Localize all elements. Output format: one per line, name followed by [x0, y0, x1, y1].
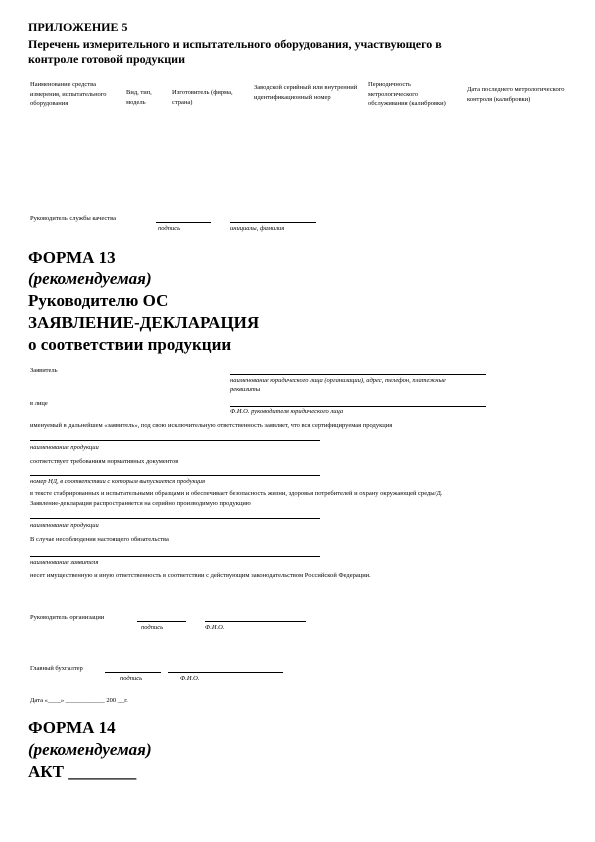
org-head-name-caption: Ф.И.О.: [205, 624, 225, 631]
accountant-name-caption: Ф.И.О.: [180, 675, 200, 682]
org-head-signature-line: [137, 621, 186, 622]
table-column-header: Периодичность метрологического обслуживания (калибровки): [368, 81, 446, 107]
table-column-header: Изготовитель (фирма, страна): [172, 89, 233, 106]
accountant-label: Главный бухгалтер: [30, 665, 83, 672]
org-head-name-line: [205, 621, 306, 622]
person-line: [230, 406, 486, 407]
date-line: Дата «____» ____________ 200 __г.: [30, 697, 128, 704]
accountant-name-line: [168, 672, 283, 673]
signature-line: [156, 222, 211, 223]
table-column-header: Вид, тип, модель: [126, 89, 152, 106]
nd-line: [30, 475, 320, 476]
signature-caption: подпись: [158, 225, 181, 232]
form13-title: ЗАЯВЛЕНИЕ-ДЕКЛАРАЦИЯ: [28, 313, 260, 332]
table-column-header: Заводской серийный или внутренний идентификационный номер: [254, 84, 358, 101]
samples-text-line1: в тексте стабрированных и испытательными образцами и обеспечивает безопасность жизни, здоровья потребителей и охрану окружающей среды/Д.: [30, 490, 443, 497]
accountant-signature-caption: подпись: [120, 675, 143, 682]
product-line: [30, 440, 320, 441]
product-line-2: [30, 518, 320, 519]
applicant-line: [230, 374, 486, 375]
form14-recommended: (рекомендуемая): [28, 740, 152, 759]
form13-recommended: (рекомендуемая): [28, 269, 152, 288]
declaration-text: именуемый в дальнейшем «заявитель», под свою исключительную ответственность заявляет, что вся сертифицируемая продукция: [30, 422, 393, 429]
name-caption: инициалы, фамилия: [230, 225, 285, 232]
product-caption-2: наименование продукции: [30, 522, 99, 529]
table-column-header: Наименование средства измерения, испытательного оборудования: [30, 81, 107, 107]
org-head-signature-caption: подпись: [141, 624, 164, 631]
appendix-subtitle-line1: Перечень измерительного и испытательного оборудования, участвующего в: [28, 37, 442, 51]
nd-caption: номер НД, в соответствии с которым выпускается продукция: [30, 478, 206, 485]
applicant-caption-line2: реквизиты: [230, 386, 261, 393]
applicant-caption-line1: наименование юридического лица (организации), адрес, телефон, платежные: [230, 377, 446, 384]
product-caption: наименование продукции: [30, 444, 99, 451]
form13-subtitle: о соответствии продукции: [28, 335, 232, 354]
appendix-title: ПРИЛОЖЕНИЕ 5: [28, 20, 128, 34]
applicant-name-caption: наименование заявителя: [30, 559, 99, 566]
liability-text: несет имущественную и иную ответственность в соответствии с действующим законодательством Российской Федерации.: [30, 572, 371, 579]
quality-head-label: Руководитель службы качества: [30, 215, 116, 222]
conforms-text: соответствует требованиям нормативных документов: [30, 458, 179, 465]
name-line: [230, 222, 316, 223]
table-column-header: Дата последнего метрологического контроля (калибровки): [467, 86, 565, 103]
org-head-label: Руководитель организации: [30, 614, 105, 621]
form13-to-head: Руководителю ОС: [28, 291, 169, 310]
form13-heading: ФОРМА 13: [28, 248, 116, 267]
in-person-label: в лице: [30, 400, 48, 407]
form14-act: АКТ ________: [28, 762, 137, 781]
form14-heading: ФОРМА 14: [28, 718, 116, 737]
applicant-name-line: [30, 556, 320, 557]
samples-text-line2: Заявление-декларация распространяется на серийно производимую продукцию: [30, 500, 251, 507]
appendix-subtitle-line2: контроле готовой продукции: [28, 52, 185, 66]
accountant-signature-line: [105, 672, 161, 673]
noncompliance-text: В случае несоблюдения настоящего обязательства: [30, 536, 169, 543]
person-caption: Ф.И.О. руководителя юридического лица: [230, 408, 344, 415]
applicant-label: Заявитель: [30, 367, 58, 374]
